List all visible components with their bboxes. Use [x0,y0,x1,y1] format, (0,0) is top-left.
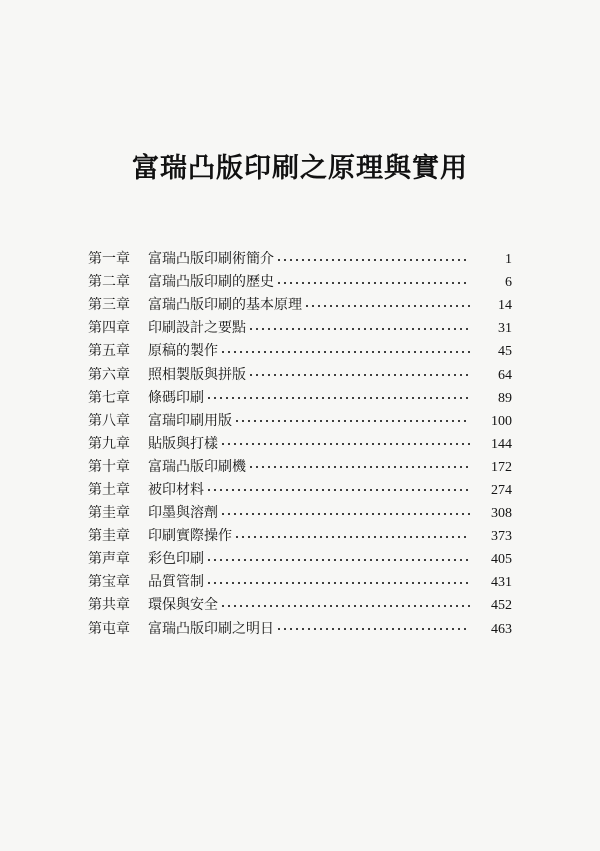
toc-chapter-title: 環保與安全 [148,597,218,614]
toc-page-number: 1 [505,252,512,268]
toc-dot-leader [248,461,470,473]
toc-chapter-number: 第三章 [88,297,130,314]
toc-chapter-number: 第八章 [88,412,130,429]
toc-entry [88,594,512,617]
toc-dot-leader [220,438,470,450]
toc-chapter-title: 印刷實際操作 [148,528,232,545]
toc-page-number: 405 [491,552,512,568]
toc-page-number: 452 [491,598,512,614]
toc-page-number: 463 [491,621,512,637]
page-title: 富瑞凸版印刷之原理與實用 [132,153,468,184]
toc-entry [88,456,512,479]
toc-chapter-number: 第六章 [88,366,130,383]
toc-page-number: 89 [498,390,512,406]
toc-page-number: 431 [491,575,512,591]
toc-chapter-title: 印刷設計之要點 [148,320,246,337]
toc-page-number: 31 [498,321,512,337]
toc-chapter-title: 富瑞凸版印刷的基本原理 [148,297,302,314]
toc-chapter-title: 照相製版與拼版 [148,366,246,383]
toc-dot-leader [234,415,470,427]
toc-chapter-number: 第共章 [88,597,130,614]
toc-chapter-number: 第五章 [88,343,130,360]
table-of-contents [88,248,512,641]
toc-page-number: 144 [491,436,512,452]
toc-chapter-number: 第声章 [88,551,130,568]
toc-chapter-number: 第一章 [88,251,130,268]
toc-entry [88,294,512,317]
toc-dot-leader [276,623,470,635]
toc-page-number: 100 [491,413,512,429]
toc-entry [88,433,512,456]
toc-chapter-number: 第圭章 [88,528,130,545]
toc-dot-leader [206,577,470,589]
toc-chapter-title: 富瑞印刷用版 [148,412,232,429]
toc-chapter-number: 第圭章 [88,505,130,522]
toc-entry [88,317,512,340]
toc-dot-leader [234,531,470,543]
toc-chapter-number: 第屯章 [88,620,130,637]
toc-dot-leader [220,508,470,520]
toc-page-number: 373 [491,529,512,545]
toc-entry [88,363,512,386]
toc-page-number: 308 [491,506,512,522]
toc-chapter-number: 第四章 [88,320,130,337]
toc-entry [88,548,512,571]
toc-page-number: 274 [491,482,512,498]
toc-dot-leader [206,484,470,496]
toc-chapter-number: 第九章 [88,435,130,452]
toc-dot-leader [276,277,470,289]
toc-dot-leader [220,600,470,612]
toc-page-number: 172 [491,459,512,475]
toc-entry [88,271,512,294]
toc-dot-leader [248,369,470,381]
toc-entry [88,525,512,548]
toc-entry [88,340,512,363]
toc-chapter-title: 富瑞凸版印刷機 [148,458,246,475]
toc-chapter-number: 第土章 [88,481,130,498]
toc-dot-leader [304,300,470,312]
toc-dot-leader [248,323,470,335]
toc-chapter-title: 原稿的製作 [148,343,218,360]
toc-chapter-number: 第七章 [88,389,130,406]
toc-dot-leader [276,254,470,266]
toc-chapter-number: 第十章 [88,458,130,475]
toc-chapter-title: 彩色印刷 [148,551,204,568]
toc-entry [88,410,512,433]
toc-chapter-title: 貼版與打樣 [148,435,218,452]
toc-entry [88,479,512,502]
toc-page-number: 6 [505,275,512,291]
toc-page-number: 45 [498,344,512,360]
toc-entry [88,502,512,525]
toc-entry [88,571,512,594]
toc-page-number: 14 [498,298,512,314]
toc-entry [88,387,512,410]
toc-entry [88,618,512,641]
toc-dot-leader [220,346,470,358]
toc-chapter-number: 第二章 [88,274,130,291]
toc-chapter-title: 富瑞凸版印刷的歷史 [148,274,274,291]
toc-chapter-title: 被印材料 [148,481,204,498]
toc-page-number: 64 [498,367,512,383]
toc-chapter-number: 第宝章 [88,574,130,591]
toc-entry [88,248,512,271]
toc-chapter-title: 品質管制 [148,574,204,591]
toc-chapter-title: 富瑞凸版印刷之明日 [148,620,274,637]
toc-dot-leader [206,554,470,566]
toc-chapter-title: 印墨與溶劑 [148,505,218,522]
toc-chapter-title: 富瑞凸版印刷術簡介 [148,251,274,268]
toc-dot-leader [206,392,470,404]
toc-chapter-title: 條碼印刷 [148,389,204,406]
